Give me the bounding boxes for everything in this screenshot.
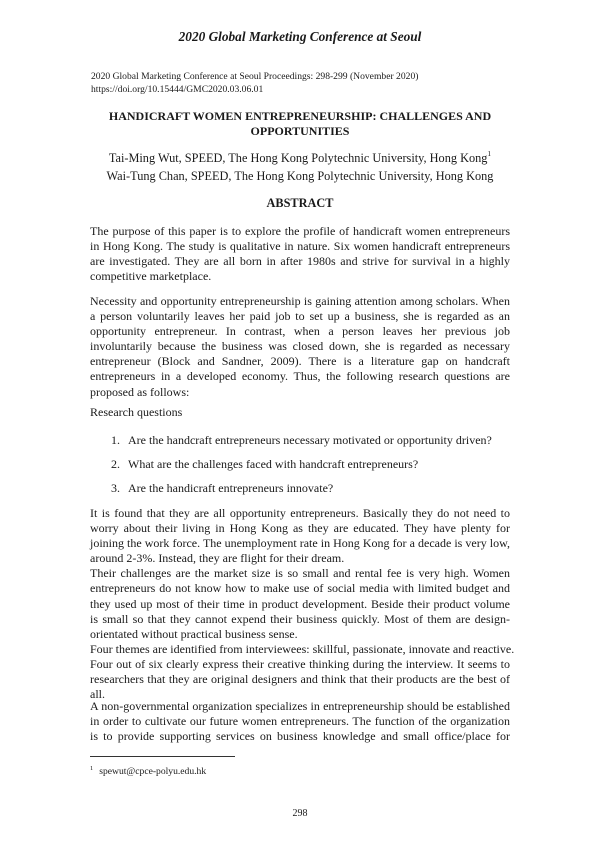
text-line: involuntarily because the business was closed down, she is regarded as necessary bbox=[90, 339, 510, 354]
text-line: Necessity and opportunity entrepreneurship is gaining attention among scholars. When bbox=[90, 294, 510, 308]
title-line: HANDICRAFT WOMEN ENTREPRENEURSHIP: CHALLENGES AND bbox=[108, 109, 492, 123]
title-line: OPPORTUNITIES bbox=[250, 124, 350, 138]
doi-link[interactable]: https://doi.org/10.15444/GMC2020.03.06.01 bbox=[91, 83, 264, 95]
text-line: entrepreneurs in a developed economy. Thus, the following research questions are bbox=[90, 369, 510, 384]
author-affiliation: Wai-Tung Chan, SPEED, The Hong Kong Polytechnic University, Hong Kong bbox=[106, 168, 494, 183]
research-question-item bbox=[111, 457, 418, 472]
abstract-heading: ABSTRACT bbox=[266, 196, 334, 210]
text-line: entrepreneurs do not know how to make use of social media with limited budget and bbox=[90, 581, 510, 596]
text-line: are investigated. They are all born in after 1980s and strive for survival in a highly bbox=[90, 254, 510, 269]
research-question-item bbox=[111, 433, 492, 448]
proceedings-citation: 2020 Global Marketing Conference at Seoul Proceedings: 298-299 (November 2020) bbox=[91, 71, 419, 82]
text-line: Four out of six clearly express their creative thinking during the interview. It seems to bbox=[90, 656, 510, 671]
list-item-text: What are the challenges faced with handcraft entrepreneurs? bbox=[128, 457, 419, 471]
list-item-text: Are the handicraft entrepreneurs innovate? bbox=[128, 481, 334, 495]
text-line: The purpose of this paper is to explore the profile of handicraft women entrepreneurs bbox=[90, 224, 510, 238]
list-item-text: Are the handcraft entrepreneurs necessary motivated or opportunity driven? bbox=[128, 433, 492, 447]
text-line: It is found that they are all opportunity entrepreneurs. Basically they do not need to bbox=[90, 506, 510, 520]
text-line: proposed as follows: bbox=[90, 384, 190, 399]
text-line: in order to cultivate our future women entrepreneurs. The function of the organization bbox=[90, 714, 510, 729]
author-name-affiliation: Tai-Ming Wut, SPEED, The Hong Kong Polytechnic University, Hong Kong bbox=[108, 151, 488, 165]
footnote-mark: 1 bbox=[90, 765, 94, 772]
author-list bbox=[90, 150, 510, 185]
text-line: worry about their living in Hong Kong as they are educated. They have plenty for bbox=[90, 521, 510, 536]
page-number: 298 bbox=[292, 808, 308, 819]
paragraph-recommendation bbox=[90, 699, 510, 744]
footnote-marker[interactable]: 1 bbox=[487, 149, 492, 158]
text-line: entrepreneur (Block and Sandner, 2009). There is a literature gap on handcraft bbox=[90, 354, 510, 369]
text-line: they used up most of their time in product development. Beside their product volume bbox=[90, 596, 510, 611]
text-line: is small so that they cannot expend their business quickly. Most of them are design- bbox=[90, 611, 510, 626]
text-line: Their challenges are the market size is so small and rental fee is very high. Women bbox=[90, 566, 510, 581]
text-line: is to provide supporting services on business knowledge and small office/place for bbox=[90, 729, 510, 744]
text-line: Four themes are identified from interviewees: skillful, passionate, innovate and reactive. bbox=[90, 641, 515, 656]
list-number: 3. bbox=[111, 481, 120, 495]
text-line: joining the work force. The unemployment rate in Hong Kong for a decade is very low, bbox=[90, 536, 510, 551]
text-line: orientated without practical business sense. bbox=[90, 626, 298, 641]
text-line: all. bbox=[90, 687, 105, 702]
text-line: around 2-3%. Instead, they are flight for their dream. bbox=[90, 551, 345, 566]
paragraph-purpose bbox=[90, 224, 510, 284]
text-line: in Hong Kong. The study is qualitative in nature. Six women handicraft entrepreneurs bbox=[90, 239, 510, 254]
research-questions-heading: Research questions bbox=[90, 405, 183, 419]
paper-title bbox=[90, 109, 510, 139]
text-line: researchers that they are original designers and think that their products are the best of bbox=[90, 672, 510, 687]
text-line: a person voluntarily leaves her paid job to set up a business, she is regarded as an bbox=[90, 309, 510, 324]
footnote bbox=[90, 766, 206, 777]
text-line: opportunity entrepreneur. In contrast, when a person leaves her previous job bbox=[90, 324, 510, 339]
text-line: competitive marketplace. bbox=[90, 269, 212, 284]
paragraph-findings bbox=[90, 506, 515, 702]
paragraph-background bbox=[90, 294, 510, 400]
running-header: 2020 Global Marketing Conference at Seoul bbox=[178, 29, 422, 44]
list-number: 2. bbox=[111, 457, 120, 471]
footnote-divider bbox=[90, 756, 235, 757]
list-number: 1. bbox=[111, 433, 120, 447]
author-affiliation bbox=[90, 150, 510, 168]
publication-info bbox=[91, 71, 531, 96]
footnote-email[interactable]: spewut@cpce-polyu.edu.hk bbox=[99, 766, 207, 777]
research-question-item bbox=[111, 481, 333, 496]
text-line: A non-governmental organization specializes in entrepreneurship should be established bbox=[90, 699, 510, 713]
